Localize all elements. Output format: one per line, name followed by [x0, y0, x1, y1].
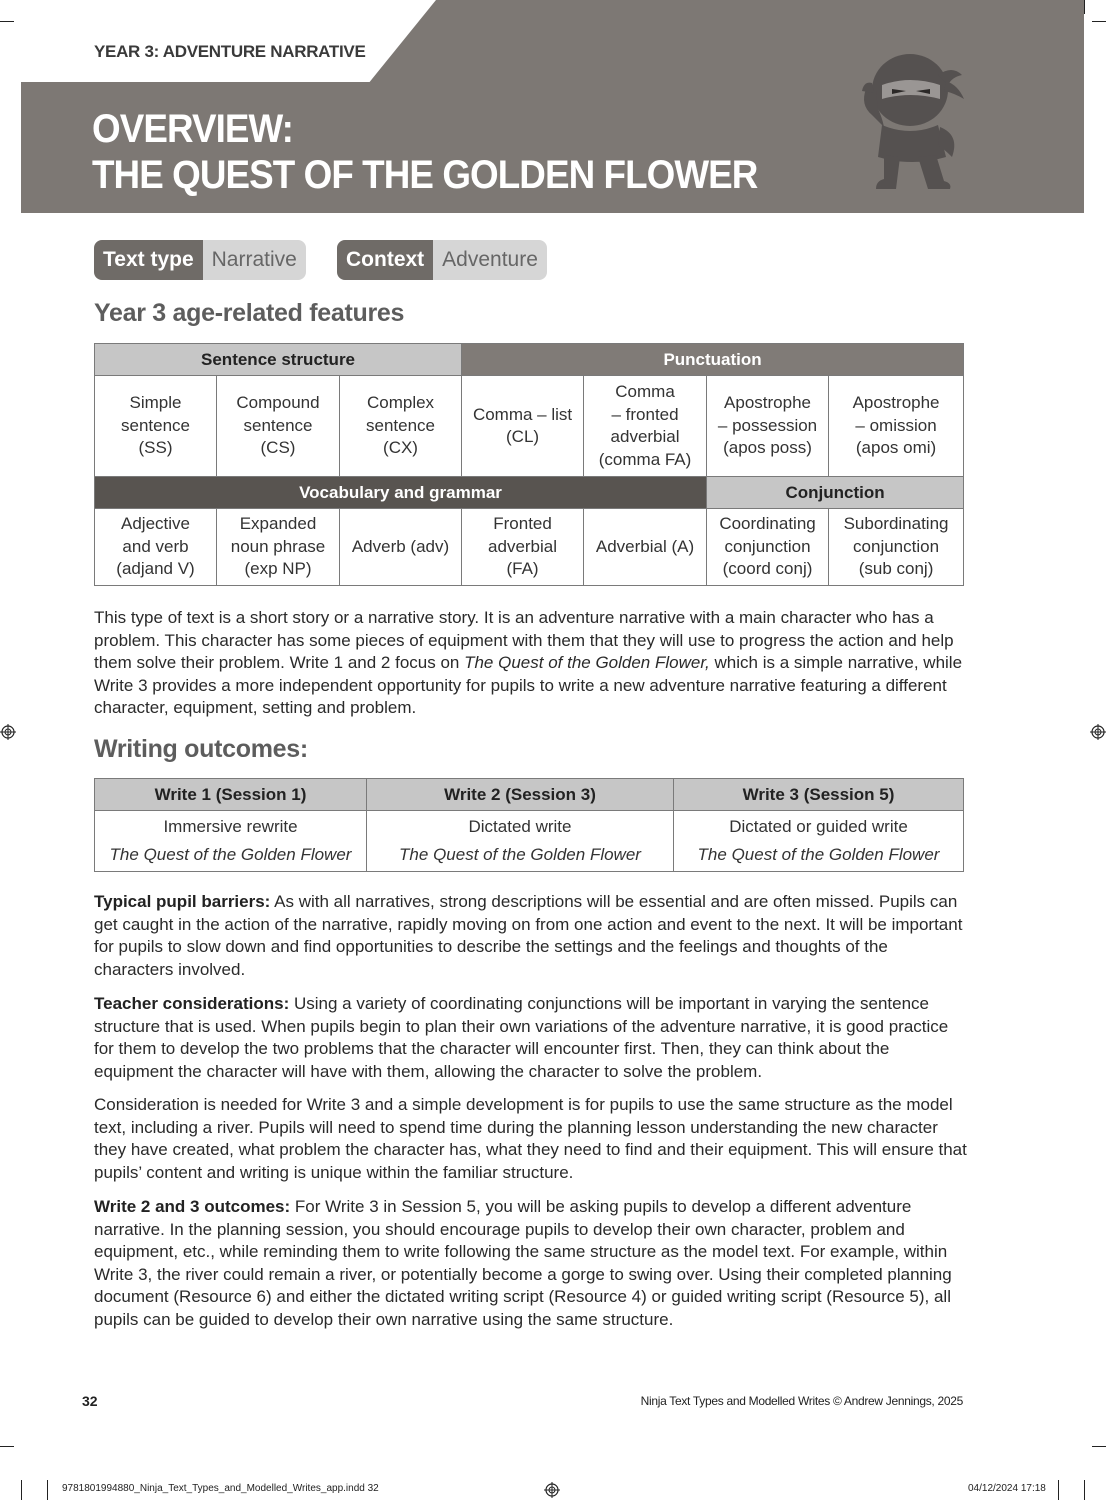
- text-type-tag: [94, 240, 306, 280]
- outcomes-table: [94, 778, 964, 872]
- feature-cell: Coordinating conjunction (coord conj): [707, 509, 829, 586]
- write-1-header: Write 1 (Session 1): [95, 779, 367, 811]
- conjunction-header: Conjunction: [707, 477, 964, 509]
- registration-mark-icon: [0, 724, 16, 740]
- write-2-header: Write 2 (Session 3): [367, 779, 674, 811]
- feature-cell: Fronted adverbial (FA): [462, 509, 584, 586]
- feature-cell: Apostrophe – omission (apos omi): [829, 376, 964, 477]
- title-line-1: OVERVIEW:: [92, 107, 293, 151]
- write-2-cell: Dictated write The Quest of the Golden Flower: [367, 811, 674, 872]
- title-line-2: THE QUEST OF THE GOLDEN FLOWER: [92, 153, 758, 197]
- header-tab: [21, 0, 436, 82]
- feature-cell: Adverbial (A): [584, 509, 707, 586]
- feature-cell: Apostrophe – possession (apos poss): [707, 376, 829, 477]
- context-tag: [337, 240, 547, 280]
- feature-cell: Comma – list (CL): [462, 376, 584, 477]
- page-number: 32: [82, 1393, 98, 1409]
- outcomes-heading: Writing outcomes:: [94, 735, 308, 763]
- registration-mark-icon: [1090, 724, 1106, 740]
- write23-paragraph: Write 2 and 3 outcomes: For Write 3 in Session 5, you will be asking pupils to develop a different adventure narrative. In the planning session, you should encourage pupils to develop their own character, problem and equipment, etc., while reminding them to write following the same structure as the model text. For example, within Write 3, the river could remain a river, or potentially become a gorge to swing over. Using their completed planning document (Resource 6) and either the dictated writing script (Resource 4) or guided writing script (Resource 5), all pupils can be guided to develop their own narrative using the same structure.: [94, 1197, 952, 1329]
- copyright-line: Ninja Text Types and Modelled Writes © Andrew Jennings, 2025: [640, 1394, 963, 1408]
- punctuation-header: Punctuation: [462, 344, 964, 376]
- slug-file: 9781801994880_Ninja_Text_Types_and_Modelled_Writes_app.indd 32: [62, 1483, 379, 1494]
- features-table: [94, 343, 964, 586]
- feature-cell: Adjective and verb (adjand V): [95, 509, 217, 586]
- feature-cell: Complex sentence (CX): [340, 376, 462, 477]
- intro-title-italic: The Quest of the Golden Flower,: [464, 653, 710, 673]
- write-1-cell: Immersive rewrite The Quest of the Golden Flower: [95, 811, 367, 872]
- context-value: Adventure: [433, 240, 547, 280]
- section-kicker: YEAR 3: ADVENTURE NARRATIVE: [94, 42, 366, 61]
- teacher-paragraph: Teacher considerations: Using a variety of coordinating conjunctions will be important in varying the sentence structure that is used. When pupils begin to plan their own variations of the adventure narrative, it is good practice for them to develop the two problems that the character will encounter first. Then, they can think about the equipment the character will have with them, allowing the character to solve the problem.: [94, 994, 949, 1081]
- barriers-paragraph: Typical pupil barriers: As with all narratives, strong descriptions will be essential and are often missed. Pupils can get caught in the action of the narrative, rapidly moving on from one action and event to the next. It will be important for pupils to slow down and find opportunities to describe the settings and the feelings and thoughts of the characters involved.: [94, 892, 963, 979]
- page-title: [92, 106, 757, 198]
- text-type-value: Narrative: [203, 240, 306, 280]
- feature-cell: Subordinating conjunction (sub conj): [829, 509, 964, 586]
- feature-cell: Simple sentence (SS): [95, 376, 217, 477]
- sentence-structure-header: Sentence structure: [95, 344, 462, 376]
- feature-cell: Adverb (adv): [340, 509, 462, 586]
- intro-paragraph: This type of text is a short story or a narrative story. It is an adventure narrative with a main character who has a problem. This character has some pieces of equipment with them that they will use to progress the action and help them solve their problem. Write 1 and 2 focus on The Quest of the Golden Flower, which is a simple narrative, while Write 3 provides a more independent opportunity for pupils to write a new adventure narrative featuring a different character, equipment, setting and problem.: [94, 608, 963, 718]
- slug-date: 04/12/2024 17:18: [968, 1483, 1046, 1494]
- feature-cell: Comma – fronted adverbial (comma FA): [584, 376, 707, 477]
- write-3-cell: Dictated or guided write The Quest of the Golden Flower: [674, 811, 964, 872]
- consideration-paragraph: Consideration is needed for Write 3 and a simple development is for pupils to use the same structure as the model text, including a river. Pupils will need to spend time during the planning lesson understanding the new character they have created, what problem the character has, what they need to find and their equipment. This will ensure that pupils’ content and writing is unique within the familiar structure.: [94, 1095, 967, 1182]
- features-heading: Year 3 age-related features: [94, 299, 405, 327]
- ninja-mascot-icon: [852, 45, 972, 195]
- vocabulary-grammar-header: Vocabulary and grammar: [95, 477, 707, 509]
- text-type-label: Text type: [94, 240, 203, 280]
- feature-cell: Expanded noun phrase (exp NP): [217, 509, 340, 586]
- registration-mark-icon: [544, 1482, 560, 1498]
- write-3-header: Write 3 (Session 5): [674, 779, 964, 811]
- feature-cell: Compound sentence (CS): [217, 376, 340, 477]
- context-label: Context: [337, 240, 433, 280]
